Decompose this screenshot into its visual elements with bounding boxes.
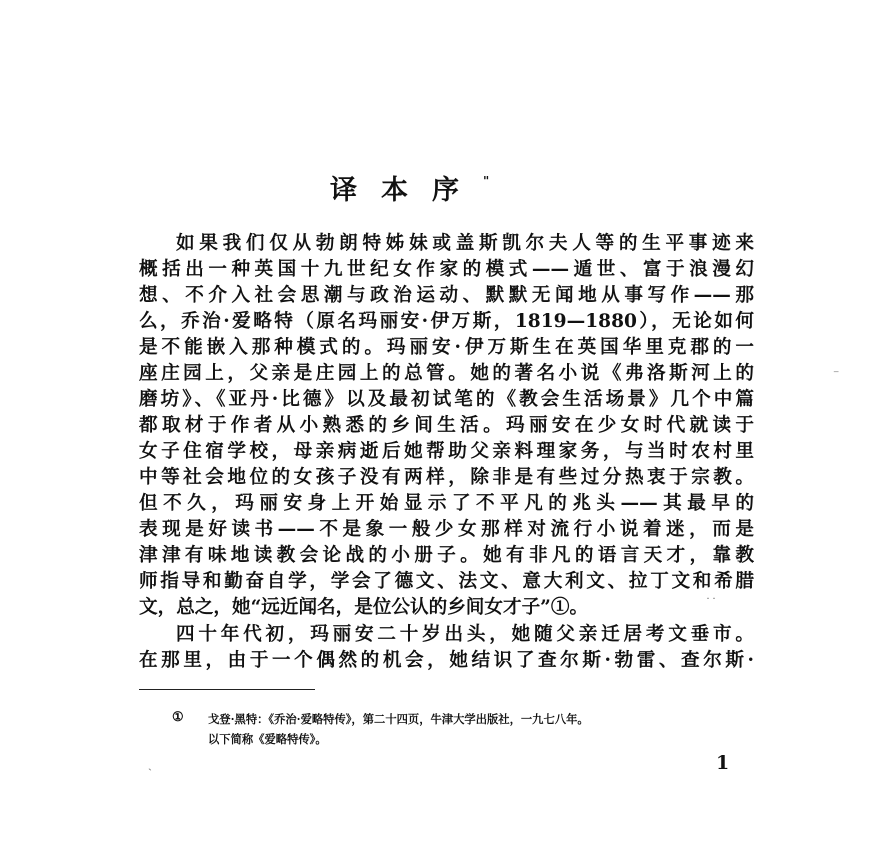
paragraph-line: 表现是好读书——不是象一般少女那样对流行小说着迷，而是 [139,519,754,540]
paragraph-line: 么，乔治·爱略特（原名玛丽安·伊万斯，1819—1880），无论如何 [139,311,754,332]
paragraph-line: 磨坊》、《亚丹·比德》以及最初试笔的《教会生活场景》几个中篇 [139,389,754,410]
paragraph-line: 中等社会地位的女孩子没有两样，除非是有些过分热衷于宗教。 [139,467,754,488]
paragraph-line: 想、不介入社会思潮与政治运动、默默无闻地从事写作——那 [139,285,754,306]
page-number: 1 [716,752,730,774]
paragraph-line: 座庄园上，父亲是庄园上的总管。她的著名小说《弗洛斯河上的 [139,363,754,384]
footnote-line: 以下简称《爱略特传》。 [208,732,327,746]
footnote-divider [139,689,315,690]
scan-speck: ˙˙ [705,596,717,610]
paragraph-line: 师指导和勤奋自学，学会了德文、法文、意大利文、拉丁文和希腊 [139,571,754,592]
paragraph-line: 四十年代初，玛丽安二十岁出头，她随父亲迁居考文垂市。 [176,624,754,645]
scan-speck: ⁻ [833,367,840,381]
title-footnote-mark: " [483,174,490,188]
footnote-line: 戈登·黑特：《乔治·爱略特传》，第二十四页，牛津大学出版社，一九七八年。 [208,712,589,726]
paragraph-line: 如果我们仅从勃朗特姊妹或盖斯凯尔夫人等的生平事迹来 [176,233,754,254]
paragraph-line: 但不久，玛丽安身上开始显示了不平凡的兆头——其最早的 [139,493,754,514]
scan-speck: ˎ [148,757,152,771]
paragraph-line: 津津有味地读教会论战的小册子。她有非凡的语言天才，靠教 [139,545,754,566]
paragraph-line: 文，总之，她“远近闻名，是位公认的乡间女才子”①。 [139,597,589,618]
paragraph-line: 在那里，由于一个偶然的机会，她结识了查尔斯·勃雷、查尔斯· [139,650,754,671]
paragraph-line: 概括出一种英国十九世纪女作家的模式——遁世、富于浪漫幻 [139,259,754,280]
paragraph-line: 女子住宿学校，母亲病逝后她帮助父亲料理家务，与当时农村里 [139,441,754,462]
page-title [330,168,550,207]
paragraph-line: 是不能嵌入那种模式的。玛丽安·伊万斯生在英国华里克郡的一 [139,337,754,358]
title-text: 译本序 [330,175,483,206]
paragraph-line: 都取材于作者从小熟悉的乡间生活。玛丽安在少女时代就读于 [139,415,754,436]
footnote-marker: ① [172,710,184,725]
